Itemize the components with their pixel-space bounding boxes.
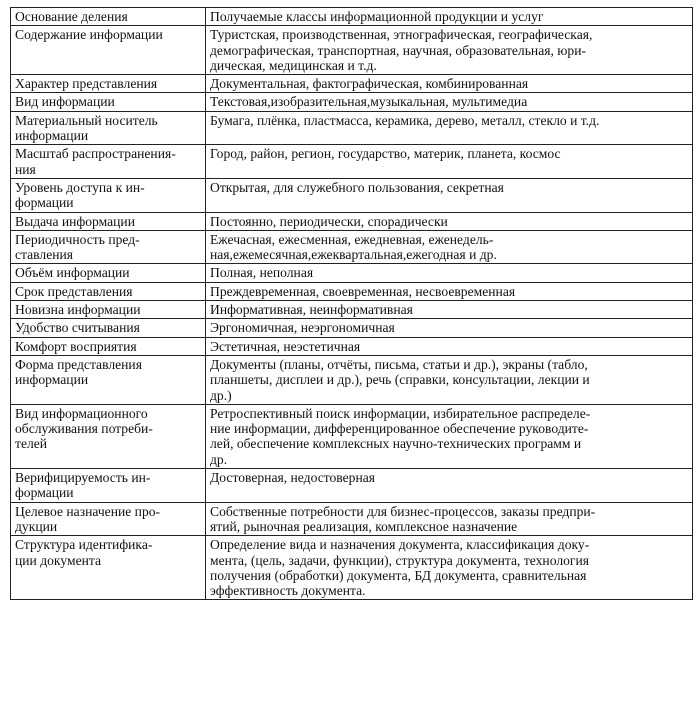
row-classes: Бумага, плёнка, пластмасса, керамика, дерево, металл, стекло и т.д. — [206, 111, 693, 145]
row-basis: Новизна информации — [11, 301, 206, 319]
table-row — [11, 319, 693, 337]
table-row — [11, 264, 693, 282]
row-basis: Материальный носитель информации — [11, 111, 206, 145]
row-basis: Периодичность пред- ставления — [11, 230, 206, 264]
table-header-row — [11, 8, 693, 26]
row-classes: Информативная, неинформативная — [206, 301, 693, 319]
row-basis: Верифицируемость ин- формации — [11, 469, 206, 503]
row-basis: Уровень доступа к ин- формации — [11, 178, 206, 212]
table-row — [11, 75, 693, 93]
row-classes: Постоянно, периодически, спорадически — [206, 212, 693, 230]
row-basis: Форма представления информации — [11, 355, 206, 404]
row-classes: Документы (планы, отчёты, письма, статьи и др.), экраны (табло, планшеты, дисплеи и др.), речь (справки, консультации, лекции и др.) — [206, 355, 693, 404]
row-classes: Достоверная, недостоверная — [206, 469, 693, 503]
row-classes: Преждевременная, своевременная, несвоевременная — [206, 282, 693, 300]
table-row — [11, 301, 693, 319]
row-classes: Полная, неполная — [206, 264, 693, 282]
table-row — [11, 212, 693, 230]
table-row — [11, 111, 693, 145]
row-basis: Характер представления — [11, 75, 206, 93]
row-classes: Текстовая,изобразительная,музыкальная, мультимедиа — [206, 93, 693, 111]
row-basis: Масштаб распространения- ния — [11, 145, 206, 179]
row-basis: Удобство считывания — [11, 319, 206, 337]
row-basis: Объём информации — [11, 264, 206, 282]
row-classes: Ежечасная, ежесменная, ежедневная, еженедель- ная,ежемесячная,ежеквартальная,ежегодная и др. — [206, 230, 693, 264]
table-row — [11, 230, 693, 264]
row-basis: Целевое назначение про- дукции — [11, 502, 206, 536]
table-row — [11, 282, 693, 300]
row-classes: Туристская, производственная, этнографическая, географическая, демографическая, транспортная, научная, образовательная, юри- дическая, медицинская и т.д. — [206, 26, 693, 75]
table-row — [11, 26, 693, 75]
row-classes: Эргономичная, неэргономичная — [206, 319, 693, 337]
row-basis: Комфорт восприятия — [11, 337, 206, 355]
row-classes: Открытая, для служебного пользования, секретная — [206, 178, 693, 212]
header-basis: Основание деления — [11, 8, 206, 26]
row-classes: Собственные потребности для бизнес-процессов, заказы предпри- ятий, рыночная реализация, комплексное назначение — [206, 502, 693, 536]
table-row — [11, 536, 693, 600]
row-basis: Структура идентифика- ции документа — [11, 536, 206, 600]
table-row — [11, 337, 693, 355]
table-row — [11, 93, 693, 111]
row-classes: Ретроспективный поиск информации, избирательное распределе- ние информации, дифференцированное обеспечение руководите- лей, обеспечение комплексных научно-технических программ и др. — [206, 404, 693, 468]
table-row — [11, 178, 693, 212]
row-classes: Город, район, регион, государство, материк, планета, космос — [206, 145, 693, 179]
table-row — [11, 502, 693, 536]
row-basis: Выдача информации — [11, 212, 206, 230]
row-basis: Вид информационного обслуживания потреби- телей — [11, 404, 206, 468]
header-classes: Получаемые классы информационной продукции и услуг — [206, 8, 693, 26]
table-row — [11, 469, 693, 503]
row-basis: Вид информации — [11, 93, 206, 111]
row-classes: Документальная, фактографическая, комбинированная — [206, 75, 693, 93]
row-classes: Эстетичная, неэстетичная — [206, 337, 693, 355]
table-row — [11, 355, 693, 404]
table-row — [11, 404, 693, 468]
classification-document — [10, 7, 692, 600]
row-basis: Содержание информации — [11, 26, 206, 75]
table-row — [11, 145, 693, 179]
row-classes: Определение вида и назначения документа, классификация доку- мента, (цель, задачи, функции), структура документа, технология получения (обработки) документа, БД документа, сравнительная эффективность документа. — [206, 536, 693, 600]
classification-table — [10, 7, 693, 600]
row-basis: Срок представления — [11, 282, 206, 300]
